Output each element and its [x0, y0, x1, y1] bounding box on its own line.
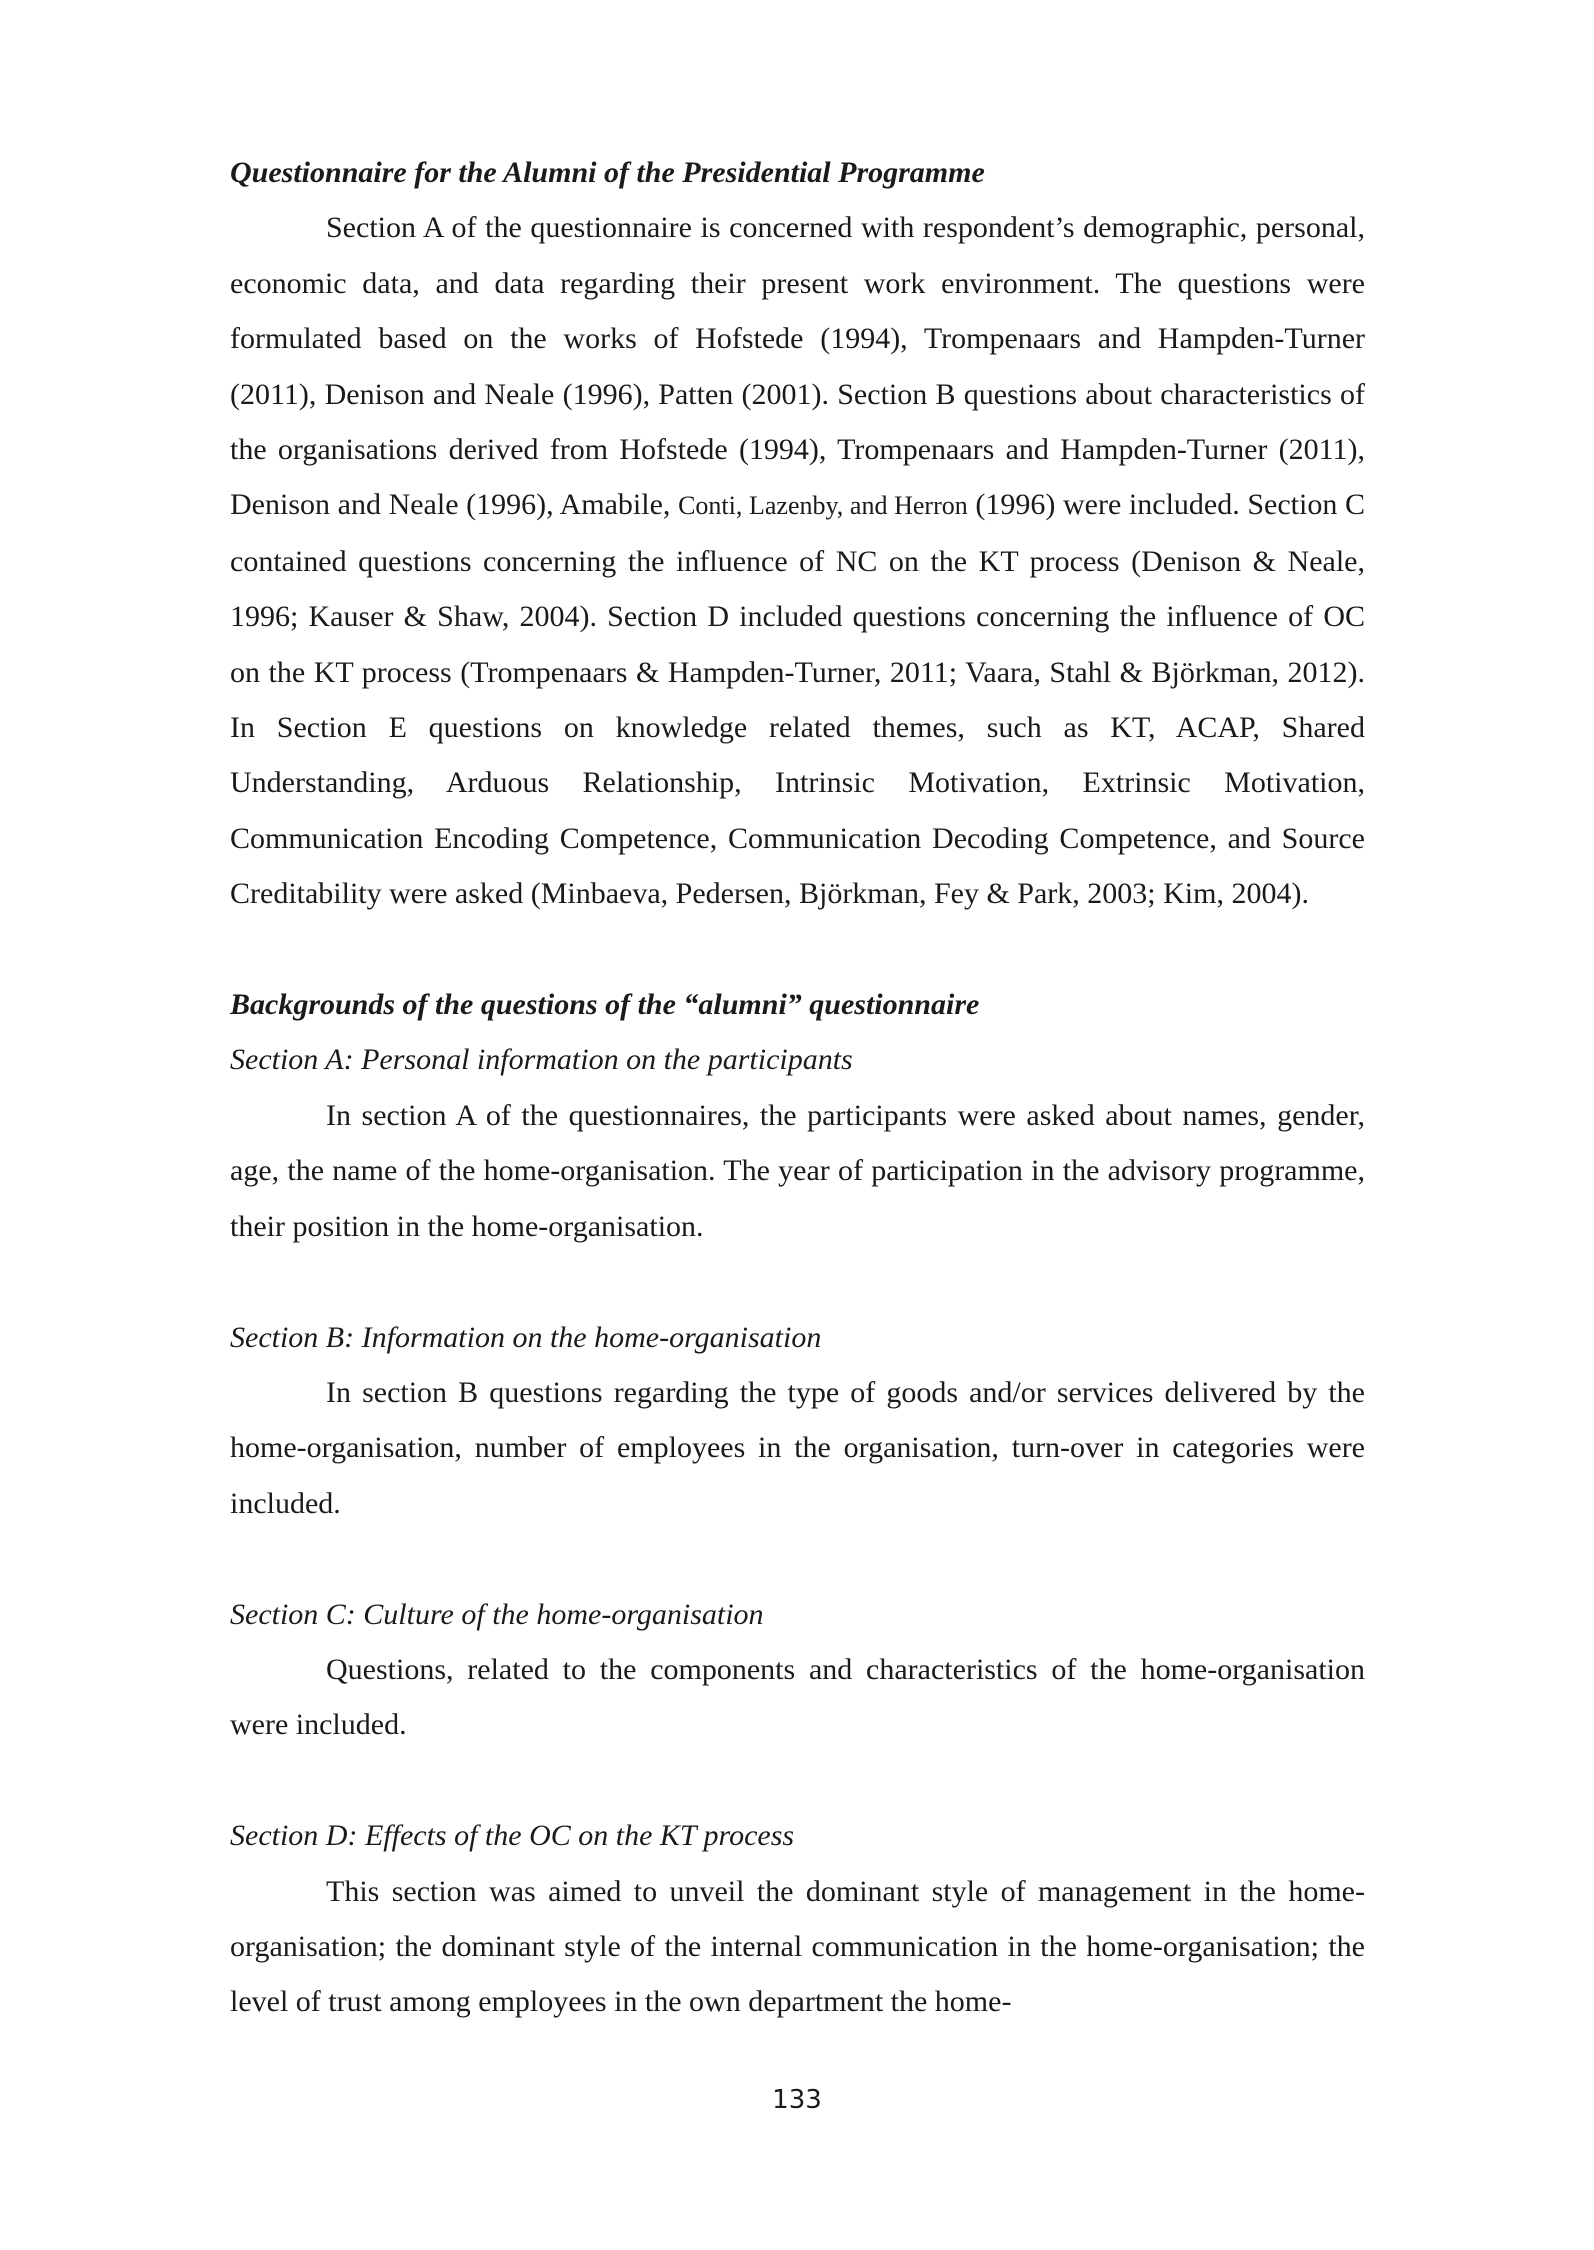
section-a-heading: Section A: Personal information on the participants	[230, 1043, 853, 1077]
spacer	[230, 1531, 1365, 1586]
page-number: 133	[772, 2085, 822, 2115]
spacer	[230, 922, 1365, 977]
section-a-body: In section A of the questionnaires, the participants were asked about names, gender, age, the name of the home-organisation. The year of participation in the advisory programme, their position in the home-organisation.	[230, 1098, 1365, 1243]
backgrounds-heading: Backgrounds of the questions of the “alumni” questionnaire	[230, 988, 980, 1022]
spacer	[230, 1753, 1365, 1808]
section-b-heading: Section B: Information on the home-organisation	[230, 1320, 822, 1354]
section-d-body: This section was aimed to unveil the dominant style of management in the home-organisation; the dominant style of the internal communication in the home-organisation; the level of trust among employees in the own department the home-	[230, 1874, 1365, 2019]
section-d-heading: Section D: Effects of the OC on the KT process	[230, 1819, 795, 1853]
intro-paragraph	[230, 200, 1365, 921]
page-body	[230, 145, 1365, 2030]
section-b-body: In section B questions regarding the type of goods and/or services delivered by the home-organisation, number of employees in the organisation, turn-over in categories were included.	[230, 1375, 1365, 1520]
spacer	[230, 1254, 1365, 1309]
document-title: Questionnaire for the Alumni of the Presidential Programme	[230, 156, 985, 189]
section-c-heading: Section C: Culture of the home-organisation	[230, 1597, 764, 1631]
intro-text-small-authors: Conti, Lazenby, and Herron	[678, 491, 968, 521]
intro-text-part2: (1996) were included. Section C contained questions concerning the influence of NC on the KT process (Denison & Neale, 1996; Kauser & Shaw, 2004). Section D included questions concerning the influence of OC on the KT process (Trompenaars & Hampden-Turner, 2011; Vaara, Stahl & Björkman, 2012). In Section E questions on knowledge related themes, such as KT, ACAP, Shared Understanding, Arduous Relationship, Intrinsic Motivation, Extrinsic Motivation, Communication Encoding Competence, Communication Decoding Competence, and Source Creditability were asked (Minbaeva, Pedersen, Björkman, Fey & Park, 2003; Kim, 2004).	[230, 488, 1365, 911]
section-c-body: Questions, related to the components and characteristics of the home-organisation were included.	[230, 1652, 1365, 1742]
intro-text-part1: Section A of the questionnaire is concerned with respondent’s demographic, personal, economic data, and data regarding their present work environment. The questions were formulated based on the works of Hofstede (1994), Trompenaars and Hampden-Turner (2011), Denison and Neale (1996), Patten (2001). Section B questions about characteristics of the organisations derived from Hofstede (1994), Trompenaars and Hampden-Turner (2011), Denison and Neale (1996), Amabile,	[230, 211, 1365, 522]
